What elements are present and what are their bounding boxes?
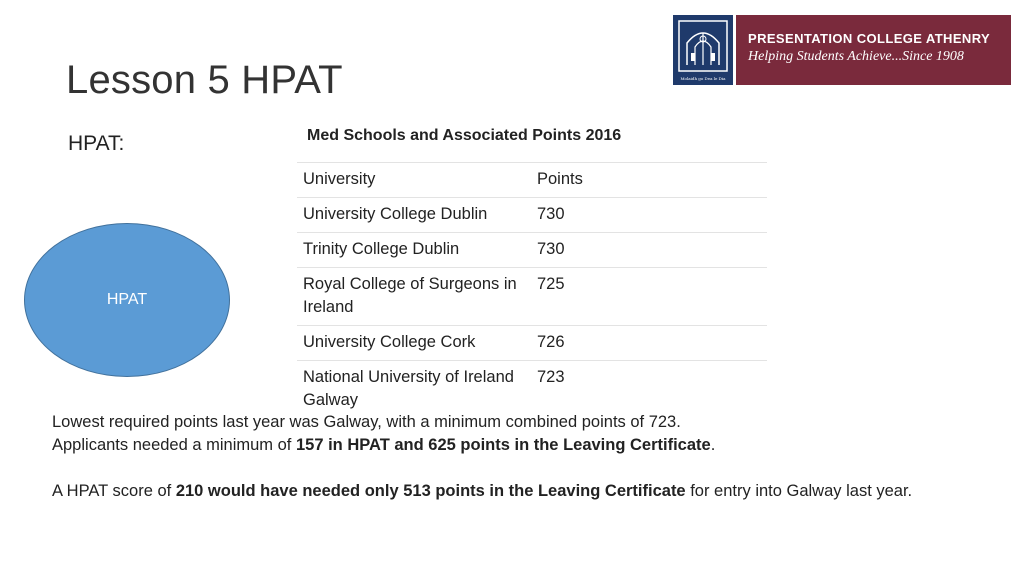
slide-title: Lesson 5 HPAT (66, 58, 343, 102)
table-row (297, 268, 767, 326)
header-university: University (297, 163, 531, 198)
points-cell: 730 (531, 198, 767, 233)
points-cell: 730 (531, 233, 767, 268)
note-line-3-bold: 210 would have needed only 513 points in the Leaving Certificate (175, 482, 686, 500)
university-cell: Royal College of Surgeons in Ireland (297, 268, 531, 326)
table-row (297, 233, 767, 268)
points-cell: 723 (531, 361, 767, 419)
note-line-2-bold: 157 in HPAT and 625 points in the Leaving Certificate (295, 436, 711, 454)
hpat-oval-label: HPAT (106, 291, 148, 308)
college-name: PRESENTATION COLLEGE ATHENRY (748, 31, 991, 46)
note-line-1: Lowest required points last year was Galway, with a minimum combined points of 723. (52, 413, 681, 431)
table-caption: Med Schools and Associated Points 2016 (307, 127, 622, 144)
table-row (297, 361, 767, 419)
university-cell: University College Dublin (297, 198, 531, 233)
hpat-oval (24, 223, 230, 377)
crest-motto: Molaidh go Dea le Dia (680, 76, 726, 81)
notes (52, 411, 982, 503)
table-row (297, 326, 767, 361)
note-line-3: A HPAT score of 210 would have needed only 513 points in the Leaving Certificate for entry into Galway last year. (52, 482, 913, 500)
table-row (297, 198, 767, 233)
university-cell: National University of Ireland Galway (297, 361, 531, 419)
note-line-2: Applicants needed a minimum of 157 in HPAT and 625 points in the Leaving Certificate. (52, 436, 716, 454)
points-cell: 726 (531, 326, 767, 361)
points-cell: 725 (531, 268, 767, 326)
subheading: HPAT: (68, 132, 125, 155)
points-table (297, 162, 767, 418)
college-tagline: Helping Students Achieve...Since 1908 (748, 49, 964, 64)
university-cell: University College Cork (297, 326, 531, 361)
logo-band (736, 15, 1011, 85)
college-logo (673, 15, 1011, 85)
crest-icon (673, 15, 733, 85)
header-points: Points (531, 163, 767, 198)
university-cell: Trinity College Dublin (297, 233, 531, 268)
table-header-row (297, 163, 767, 198)
